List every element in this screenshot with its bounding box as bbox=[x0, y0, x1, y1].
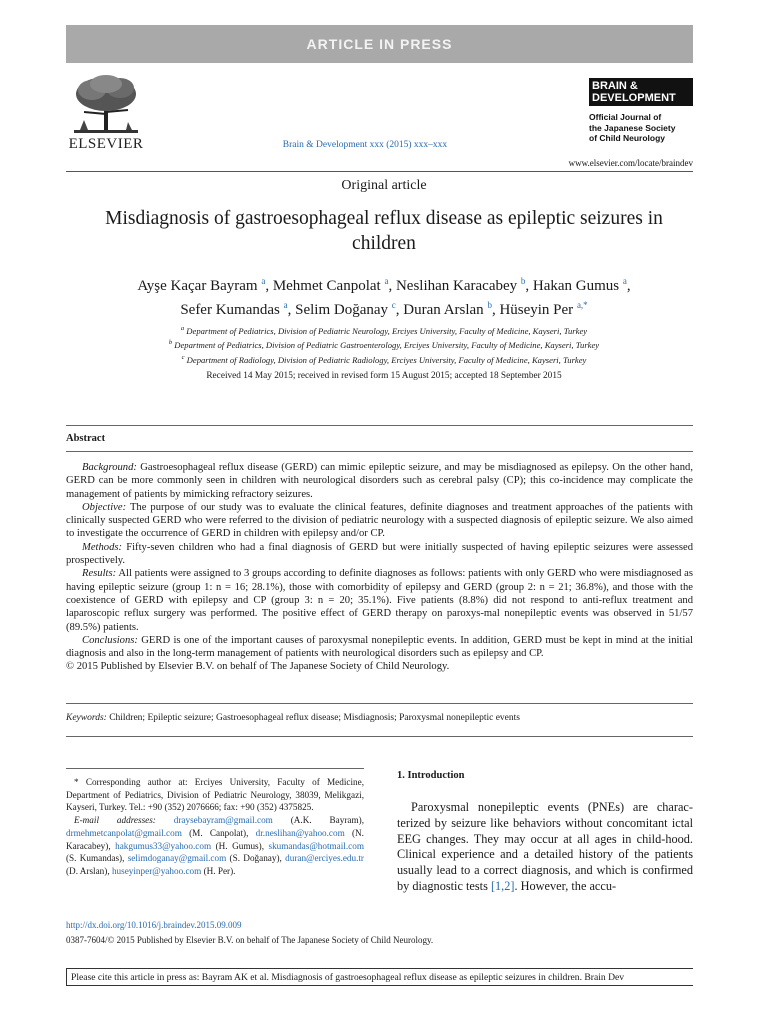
author-list bbox=[70, 272, 698, 320]
abstract-heading: Abstract bbox=[66, 433, 106, 444]
journal-logo-line1: BRAIN & bbox=[592, 80, 638, 92]
journal-logo bbox=[589, 78, 693, 106]
affiliation-list bbox=[90, 323, 678, 366]
citation-link[interactable]: [1,2] bbox=[490, 878, 515, 893]
affiliation-item: $^a$ Department of Pediatrics, Division of Pediatric Neurology, Erciyes University, Faculty of Medicine, Kayseri, Turkey bbox=[180, 325, 588, 336]
header-divider bbox=[66, 171, 693, 172]
abstract-top-divider bbox=[66, 425, 693, 426]
email-link[interactable]: hakgumus33@yahoo.com bbox=[115, 840, 212, 851]
email-link[interactable]: huseyinper@yahoo.com bbox=[111, 865, 202, 876]
journal-subtitle-line2: the Japanese Society bbox=[589, 122, 676, 133]
abstract-heading-divider bbox=[66, 451, 693, 452]
author-name: Mehmet Canpolat $^a$, bbox=[272, 276, 396, 294]
article-type: Original article bbox=[341, 178, 427, 193]
corresponding-author-footnote bbox=[66, 776, 364, 878]
article-title: Misdiagnosis of gastroesophageal reflux disease as epileptic seizures in children bbox=[105, 208, 663, 254]
introduction-body bbox=[397, 800, 693, 895]
journal-brand bbox=[589, 78, 699, 144]
abstract-results: Results: All patients were assigned to 3 groups according to definite diagnoses as follows: patients with only GERD who were misdiagnosed as having epileptic seizure (group 1: n = 16; 28.1%), those with comorbidity of epilepsy and GERD (group 2: n = 21; 36.8%), and those with the coexistence of GERD with epilepsy and CP (group 3: n = 20; 35.1%). Five patients (8.8%) did not respond to anti-reflux treatment and laparoscopic reflux surgery was performed. The positive effect of GERD therapy on paroxys-mal nonepileptic events was observed in 51/57 (89.5%) patients. bbox=[66, 568, 693, 633]
banner-text: ARTICLE IN PRESS bbox=[306, 36, 453, 52]
email-link[interactable]: dr.neslihan@yahoo.com bbox=[255, 827, 345, 838]
issn-copyright: 0387-7604/© 2015 Published by Elsevier B.V. on behalf of The Japanese Society of Child Neurology. bbox=[66, 935, 434, 945]
article-in-press-banner bbox=[66, 25, 693, 63]
abstract-objective: Objective: The purpose of our study was to evaluate the clinical features, definite diagnoses and treatment approaches of the patients with clinically suspected GERD who were referred to the division of pediatric neurology with a suspected diagnosis of epileptic seizure. We also aimed to investigate the occurrence of GERD in children with epilepsy and/or CP. bbox=[66, 501, 693, 540]
author-name: Hakan Gumus $^a$, bbox=[532, 276, 631, 294]
author-name: Duran Arslan $^b$, bbox=[403, 300, 500, 318]
abstract-body bbox=[66, 461, 693, 674]
keywords bbox=[66, 713, 693, 723]
keywords-text: Children; Epileptic seizure; Gastroesophageal reflux disease; Misdiagnosis; Paroxysmal nonepileptic events bbox=[109, 713, 520, 723]
email-link[interactable]: duran@erciyes.edu.tr bbox=[285, 853, 364, 864]
keywords-bottom-divider bbox=[66, 736, 693, 737]
affiliation-mark[interactable]: a bbox=[622, 276, 627, 286]
journal-citation[interactable]: Brain & Development xxx (2015) xxx–xxx bbox=[282, 140, 448, 150]
author-name: Ayşe Kaçar Bayram $^a$, bbox=[137, 276, 273, 294]
affiliation-mark[interactable]: a bbox=[261, 276, 266, 286]
abstract-background: Background: Gastroesophageal reflux disease (GERD) can mimic epileptic seizure, and may be misdiagnosed as epilepsy. On the other hand, GERD can be more commonly seen in children with neurological disorders such as cerebral palsy (CP); this co-incidence may complicate the management of patients by mimicking refractory seizures. bbox=[66, 462, 693, 500]
publisher-name: ELSEVIER bbox=[68, 136, 144, 152]
author-name: Hüseyin Per $^{a,*}$ bbox=[499, 300, 588, 318]
journal-subtitle bbox=[589, 112, 699, 144]
section-heading-introduction: 1. Introduction bbox=[397, 770, 465, 781]
affiliation-mark[interactable]: b bbox=[520, 276, 526, 286]
introduction-paragraph: Paroxysmal nonepileptic events (PNEs) are charac-terized by seizure like behaviors without concomitant ictal EEG changes. They may occur at all ages in child-hood. Clinical experience and a detailed history of the patients usually lead to a correct diagnosis, and which is confirmed by diagnostic tests [1,2]. However, the accu- bbox=[397, 800, 693, 893]
affiliation-mark[interactable]: a,* bbox=[576, 300, 588, 310]
author-name: Neslihan Karacabey $^b$, bbox=[395, 276, 533, 294]
affiliation-mark[interactable]: c bbox=[391, 300, 396, 310]
affiliation-mark[interactable]: a bbox=[384, 276, 389, 286]
article-history: Received 14 May 2015; received in revised form 15 August 2015; accepted 18 September 2015 bbox=[206, 371, 562, 381]
abstract-conclusions: Conclusions: GERD is one of the important causes of paroxysmal nonepileptic events. In addition, GERD must be kept in mind at the initial diagnosis and also in the long-term management of patients with neurological disorders such as epilepsy and CP. bbox=[66, 634, 693, 660]
keywords-label: Keywords: bbox=[66, 713, 107, 723]
tree-icon bbox=[66, 74, 146, 136]
affiliation-item: $^b$ Department of Pediatrics, Division of Pediatric Gastroenterology, Erciyes University, Faculty of Medicine, Kayseri, Turkey bbox=[168, 339, 600, 351]
journal-subtitle-line1: Official Journal of bbox=[589, 112, 662, 122]
abstract-copyright: © 2015 Published by Elsevier B.V. on behalf of The Japanese Society of Child Neurology. bbox=[66, 661, 450, 673]
journal-logo-line2: DEVELOPMENT bbox=[592, 92, 676, 104]
journal-url-link[interactable]: www.elsevier.com/locate/braindev bbox=[568, 158, 693, 168]
email-link[interactable]: selimdoganay@gmail.com bbox=[127, 853, 227, 864]
affiliation-mark[interactable]: a bbox=[283, 300, 288, 310]
journal-subtitle-line3: of Child Neurology bbox=[589, 133, 666, 143]
citation-box: Please cite this article in press as: Bayram AK et al. Misdiagnosis of gastroesophageal reflux disease as epileptic seizures in children. Brain Dev bbox=[66, 968, 693, 986]
keywords-top-divider bbox=[66, 703, 693, 704]
affiliation-item: $^c$ Department of Radiology, Division of Pediatric Radiology, Erciyes University, Faculty of Medicine, Kayseri, Turkey bbox=[181, 353, 587, 365]
email-link[interactable]: skumandas@hotmail.com bbox=[268, 840, 364, 851]
email-addresses: E-mail addresses: draysebayram@gmail.com (A.K. Bayram), drmehmetcanpolat@gmail.com (M. Canpolat), dr.neslihan@yahoo.com (N. Karacabey), hakgumus33@yahoo.com (H. Gumus), skumandas@hotmail.com (S. Kumandas), selimdoganay@gmail.com (S. Doğanay), duran@erciyes.edu.tr (D. Arslan), huseyinper@yahoo.com (H. Per). bbox=[66, 815, 364, 876]
author-line-2 bbox=[180, 302, 587, 318]
corresponding-author-text: * Corresponding author at: Erciyes University, Faculty of Medicine, Department of Pediatrics, Division of Pediatric Neurology, 38039, Melikgazi, Kayseri, Turkey. Tel.: +90 (352) 2076666; fax: +90 (352) 4375825. bbox=[66, 777, 364, 813]
affiliation-mark[interactable]: b bbox=[487, 300, 492, 310]
author-line-1 bbox=[137, 278, 630, 294]
author-name: Selim Doğanay $^c$, bbox=[295, 300, 404, 318]
abstract-methods: Methods: Fifty-seven children who had a final diagnosis of GERD but were initially suspected of having epileptic seizures were assessed prospectively. bbox=[66, 541, 693, 567]
email-link[interactable]: draysebayram@gmail.com bbox=[173, 815, 273, 826]
email-link[interactable]: drmehmetcanpolat@gmail.com bbox=[66, 827, 182, 838]
author-name: Sefer Kumandas $^a$, bbox=[180, 300, 296, 318]
footnote-divider bbox=[66, 768, 364, 769]
doi-link[interactable]: http://dx.doi.org/10.1016/j.braindev.2015.09.009 bbox=[66, 920, 242, 930]
